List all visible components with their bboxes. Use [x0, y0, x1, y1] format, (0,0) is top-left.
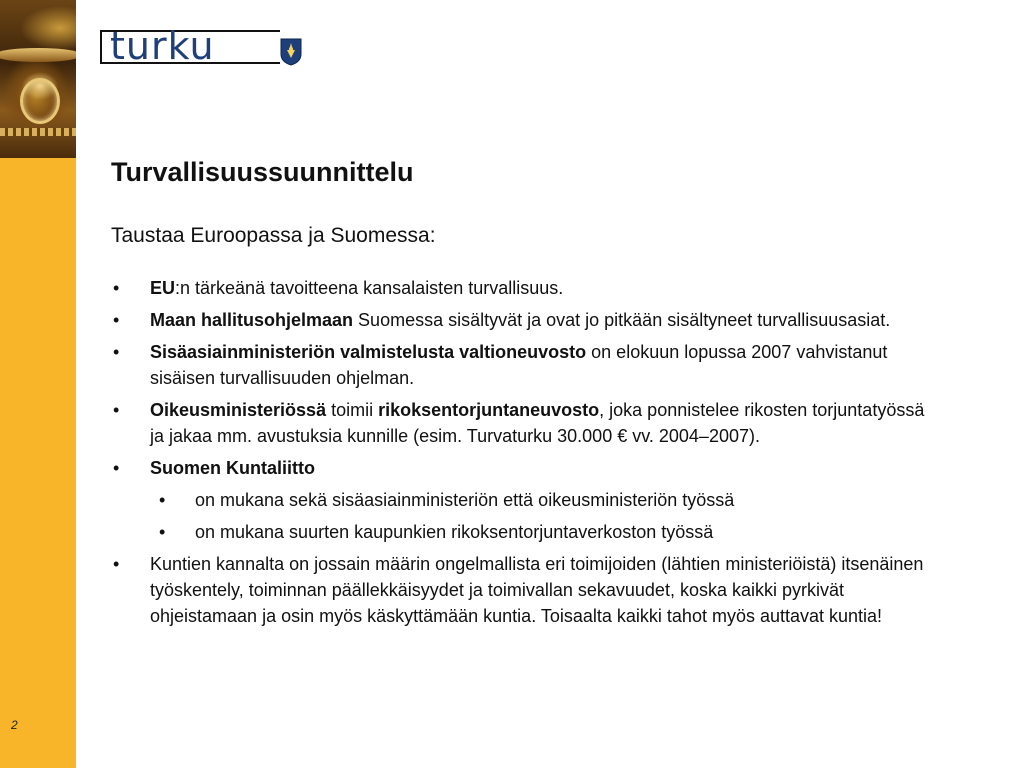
bold-term: rikoksentorjuntaneuvosto	[378, 400, 600, 420]
vessel-bead-border	[0, 128, 76, 136]
bullet-item	[111, 339, 931, 391]
bullet-text: :n tärkeänä tavoitteena kansalaisten turvallisuus.	[175, 278, 564, 298]
corner-photo	[0, 0, 76, 158]
vessel-emblem	[20, 78, 60, 124]
bold-term: Maan hallitusohjelmaan	[150, 310, 354, 330]
sub-bullet-item	[111, 487, 931, 513]
bullet-text: Suomessa sisältyvät ja ovat jo pitkään sisältyneet turvallisuusasiat.	[353, 310, 891, 330]
logo-text: turku	[110, 24, 215, 68]
slide-title: Turvallisuussuunnittelu	[111, 157, 414, 187]
bullet-item	[111, 455, 931, 481]
sub-bullet-item	[111, 519, 931, 545]
bold-term: Sisäasiainministeriön valmistelusta valtioneuvosto	[150, 342, 587, 362]
bold-term: EU	[150, 278, 176, 298]
slide-subtitle: Taustaa Euroopassa ja Suomessa:	[111, 224, 436, 247]
bullet-text: on mukana sekä sisäasiainministeriön että oikeusministeriön työssä	[195, 490, 735, 510]
bullet-text: , joka ponnistelee rikosten torjuntatyössä ja jakaa mm. avustuksia kunnille (esim. Turvaturku 30.000 € vv. 2004–2007).	[150, 400, 925, 446]
bullet-text: on elokuun lopussa 2007 vahvistanut sisäisen turvallisuuden ohjelman.	[150, 342, 888, 388]
bold-term: Suomen Kuntaliitto	[150, 458, 315, 478]
bullet-item	[111, 275, 931, 301]
bullet-text: on mukana suurten kaupunkien rikoksentorjuntaverkoston työssä	[195, 522, 714, 542]
bullet-text: toimii	[326, 400, 379, 420]
bullet-list	[111, 275, 931, 635]
bullet-item	[111, 307, 931, 333]
bullet-item	[111, 551, 931, 629]
slide-number: 2	[11, 718, 18, 732]
turku-coat-of-arms-icon	[280, 38, 302, 66]
turku-logo	[100, 24, 306, 70]
bullet-text: Kuntien kannalta on jossain määrin ongelmallista eri toimijoiden (lähtien ministeriöistä) itsenäinen työskentely, toiminnan päällekkäisyydet ja toimivallan sekavuudet, koska kaikki pyrkivät ohjeistamaan ja osin myös käskyttämään kuntia. Toisaalta kaikki tahot myös auttavat kuntia!	[150, 554, 924, 626]
vessel-rim	[0, 48, 76, 62]
bullet-item	[111, 397, 931, 449]
bold-term: Oikeusministeriössä	[150, 400, 327, 420]
